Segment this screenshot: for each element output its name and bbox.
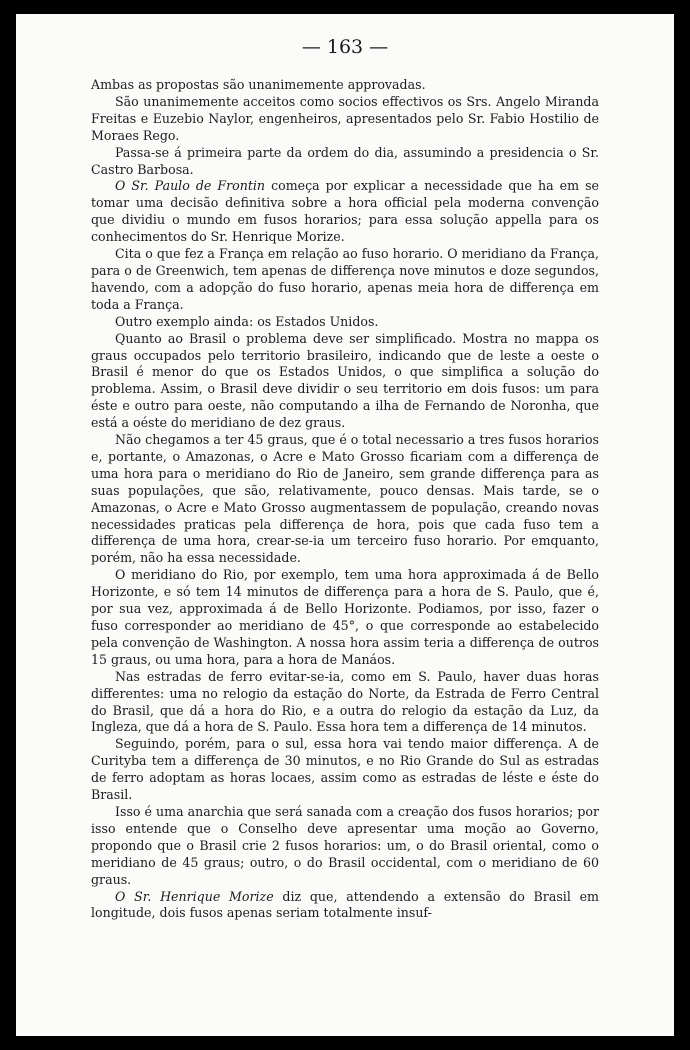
paragraph-text: Nas estradas de ferro evitar-se-ia, como em S. Paulo, haver duas horas differentes: uma no relogio da estação do Norte, da Estrada de Ferro Central do Brasil, que dá a hora do Rio, e a outra do relogio da estação da Luz, da Ingleza, que dá a hora de S. Paulo. Essa hora tem a differença de 14 minutos. [91, 668, 599, 735]
paragraph-text: Seguindo, porém, para o sul, essa hora vai tendo maior differença. A de Curityba tem a differença de 30 minutos, e no Rio Grande do Sul as estradas de ferro adoptam as horas locaes, assim como as estradas de léste e éste do Brasil. [91, 736, 599, 803]
paragraph-text: O meridiano do Rio, por exemplo, tem uma hora approximada á de Bello Horizonte, e só tem 14 minutos de differença para a hora de S. Paulo, que é, por sua vez, approximada á de Bello Horizonte. Podiamos, por isso, fazer o fuso corresponder ao meridiano de 45°, o que corresponde ao estabelecido pela convenção de Washington. A nossa hora assim teria a differença de outros 15 graus, ou uma hora, para a hora de Manáos. [91, 567, 599, 667]
paragraph [91, 889, 599, 923]
paragraph-text: Outro exemplo ainda: os Estados Unidos. [115, 313, 379, 329]
paragraph [91, 567, 599, 668]
paragraph [91, 178, 599, 246]
document-body [91, 77, 599, 922]
paragraph-text: Não chegamos a ter 45 graus, que é o total necessario a tres fusos horarios e, portante, o Amazonas, o Acre e Mato Grosso ficariam com a differença de uma hora para o meridiano do Rio de Janeiro, sem grande differença para as suas populações, que são, relativamente, pouco densas. Mais tarde, se o Amazonas, o Acre e Mato Grosso augmentassem de população, creando novas necessidades praticas pela differença de hora, pois que cada fuso tem a differença de uma hora, crear-se-ia um terceiro fuso horario. Por emquanto, porém, não ha essa necessidade. [91, 432, 599, 566]
paragraph [91, 94, 599, 145]
paragraph-text: Cita o que fez a França em relação ao fuso horario. O meridiano da França, para o de Greenwich, tem apenas de differença nove minutos e doze segundos, havendo, com a adopção do fuso horario, apenas meia hora de differença em toda a França. [91, 246, 599, 312]
paragraph-text: começa por explicar a necessidade que ha em se tomar uma decisão definitiva sobre a hora official pela moderna convenção que dividiu o mundo em fusos horarios; para essa solução appella para os conhecimentos do Sr. Henrique Morize. [91, 178, 600, 245]
speaker-name: O Sr. Paulo de Frontin [115, 178, 266, 194]
paragraph [91, 246, 599, 314]
paragraph [91, 145, 599, 179]
paragraph-text: Ambas as propostas são unanimemente approvadas. [91, 77, 426, 92]
paragraph-text: Quanto ao Brasil o problema deve ser simplificado. Mostra no mappa os graus occupados pelo territorio brasileiro, indicando que de leste a oeste o Brasil é menor do que os Estados Unidos, o que simplifica a solução do problema. Assim, o Brasil deve dividir o seu territorio em dois fusos: um para éste e outro para oeste, não computando a ilha de Fernando de Noronha, que está a oéste do meridiano de dez graus. [91, 330, 599, 431]
paragraph-text: Isso é uma anarchia que será sanada com a creação dos fusos horarios; por isso entende que o Conselho deve apresentar uma moção ao Governo, propondo que o Brasil crie 2 fusos horarios: um, o do Brasil oriental, como o meridiano de 45 graus; outro, o do Brasil occidental, com o meridiano de 60 graus. [91, 803, 599, 887]
speaker-name: O Sr. Henrique Morize [115, 888, 274, 904]
paragraph-text: diz que, attendendo a extensão do Brasil em longitude, dois fusos apenas seriam totalmente insuf- [91, 888, 599, 921]
paragraph [91, 77, 599, 94]
paragraph [91, 432, 599, 567]
page-number: — 163 — [301, 36, 389, 58]
paragraph [91, 804, 599, 889]
paragraph [91, 314, 599, 331]
paragraph [91, 669, 599, 737]
paragraph [91, 736, 599, 804]
paragraph-text: Passa-se á primeira parte da ordem do dia, assumindo a presidencia o Sr. Castro Barbosa. [91, 144, 599, 177]
paragraph-text: São unanimemente acceitos como socios effectivos os Srs. Angelo Miranda Freitas e Euzebio Naylor, engenheiros, apresentados pelo Sr. Fabio Hostilio de Moraes Rego. [91, 93, 599, 143]
document-page [16, 14, 674, 1036]
paragraph [91, 331, 599, 432]
